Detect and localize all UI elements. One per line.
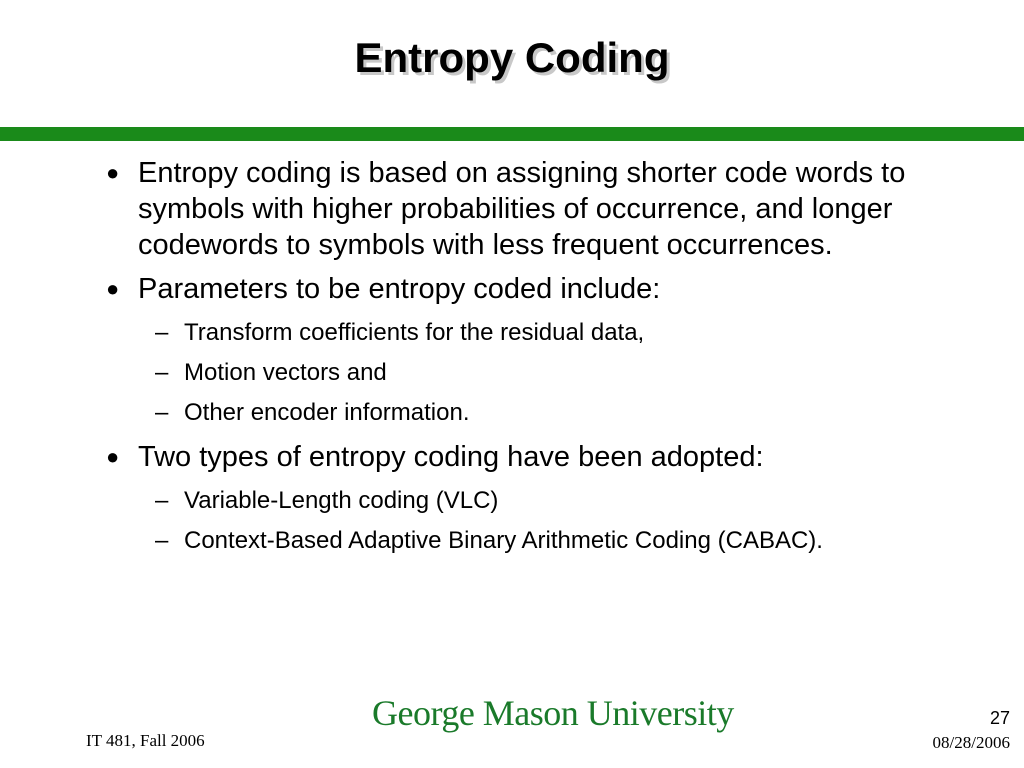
sub-item [100, 315, 930, 351]
bullet-text: Two types of entropy coding have been adopted: [138, 441, 764, 473]
bullet-dot-icon: ● [106, 444, 120, 469]
sub-item [100, 395, 930, 431]
bullet-dot-icon: ● [106, 160, 120, 185]
sub-item-text: Context-Based Adaptive Binary Arithmetic Coding (CABAC). [184, 527, 823, 554]
sub-item [100, 483, 930, 519]
slide-content [100, 155, 930, 563]
sub-item-text: Other encoder information. [184, 399, 470, 426]
dash-icon: – [155, 399, 169, 426]
dash-icon: – [155, 487, 169, 514]
sub-item [100, 355, 930, 391]
dash-icon: – [155, 527, 169, 554]
course-label: IT 481, Fall 2006 [86, 731, 205, 750]
bullet-dot-icon: ● [106, 276, 120, 301]
slide-title: Entropy Coding [354, 34, 670, 81]
bullet-text: Parameters to be entropy coded include: [138, 273, 661, 305]
page-number: 27 [989, 708, 1010, 728]
university-logo: George Mason University [372, 693, 734, 733]
bullet-item [100, 271, 930, 307]
sub-item [100, 523, 930, 559]
bullet-item [100, 439, 930, 475]
bullet-item [100, 155, 930, 263]
bullet-text: Entropy coding is based on assigning shorter code words to symbols with higher probabilities of occurrence, and longer codewords to symbols with less frequent occurrences. [138, 157, 906, 261]
dash-icon: – [155, 319, 169, 346]
footer-date: 08/28/2006 [932, 733, 1010, 752]
sub-item-text: Variable-Length coding (VLC) [184, 487, 499, 514]
dash-icon: – [155, 359, 169, 386]
title-divider [0, 127, 1024, 141]
sub-item-text: Motion vectors and [184, 359, 387, 386]
sub-item-text: Transform coefficients for the residual data, [184, 319, 645, 346]
